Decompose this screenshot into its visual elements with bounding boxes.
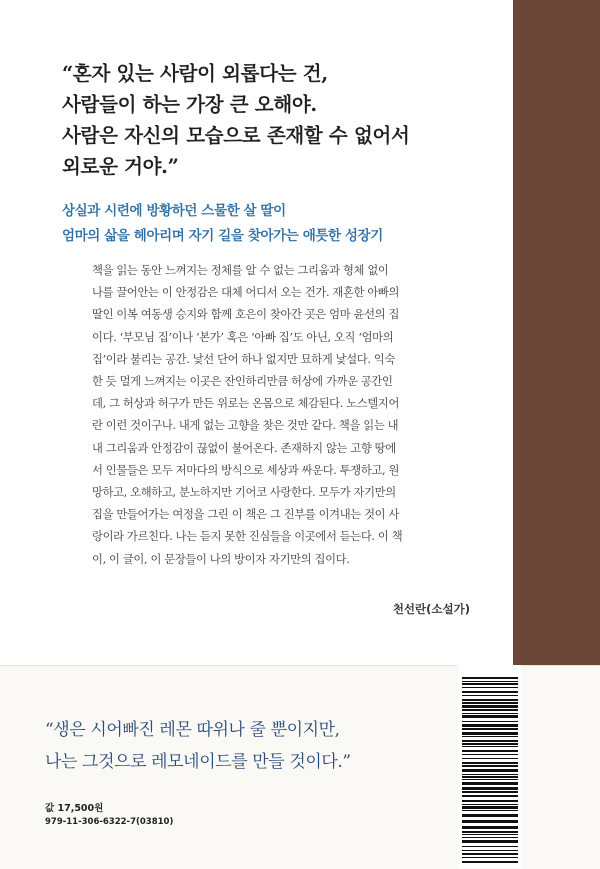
back-quote	[45, 714, 445, 778]
review-line: 랑이라 가르친다. 나는 듣지 못한 진심들을 이곳에서 듣는다. 이 책	[92, 530, 403, 544]
isbn-label: 979-11-306-6322-7(03810)	[45, 817, 174, 827]
review-line: 데, 그 허상과 허구가 만든 위로는 온몸으로 체감된다. 노스텔지어	[92, 397, 400, 411]
barcode-bar	[462, 705, 518, 708]
review-line: 집을 만들어가는 여정을 그린 이 책은 그 진부를 이겨내는 것이 사	[92, 508, 400, 522]
barcode-graphic	[458, 665, 522, 868]
barcode-bar	[462, 806, 518, 809]
barcode	[458, 665, 522, 868]
review-line: 나를 끌어안는 이 안정감은 대체 어디서 오는 건가. 재혼한 아빠의	[92, 286, 400, 300]
barcode-bar	[462, 795, 518, 797]
barcode-bar	[462, 787, 518, 790]
barcode-bar	[462, 804, 518, 805]
barcode-bar	[462, 800, 518, 802]
barcode-bar	[462, 774, 518, 775]
barcode-bar	[462, 709, 518, 711]
barcode-bar	[462, 834, 518, 835]
barcode-bar	[462, 721, 518, 722]
spine-band	[513, 0, 600, 665]
barcode-bar	[462, 699, 518, 701]
barcode-bar	[462, 743, 518, 745]
barcode-bar	[462, 857, 518, 858]
barcode-bar	[462, 687, 518, 688]
barcode-bar	[462, 810, 518, 811]
barcode-bar	[462, 728, 518, 730]
barcode-bar	[462, 715, 518, 718]
barcode-bar	[462, 814, 518, 817]
barcode-bar	[462, 820, 518, 823]
barcode-bar	[462, 791, 518, 793]
barcode-bar	[462, 782, 518, 785]
review-line: 망하고, 오해하고, 분노하지만 기어코 사랑한다. 모두가 자기만의	[92, 486, 396, 500]
barcode-bar	[462, 776, 518, 778]
barcode-bar	[462, 850, 518, 851]
barcode-bar	[462, 762, 518, 764]
barcode-bar	[462, 754, 518, 755]
subtitle	[62, 199, 502, 249]
barcode-bar	[462, 758, 518, 759]
barcode-bar	[462, 691, 518, 693]
barcode-bar	[462, 831, 518, 833]
barcode-bar	[462, 702, 518, 704]
review-line: 이다. ‘부모님 집’이나 ‘본가’ 혹은 ‘아빠 집’도 아닌, 오직 ‘엄마의	[92, 330, 394, 344]
barcode-bar	[462, 740, 518, 742]
review-line: 내 그리움과 안정감이 끊없이 불어온다. 존재하지 않는 고향 땅에	[92, 441, 396, 455]
review-line: 책을 읽는 동안 느껴지는 정체를 알 수 없는 그리움과 형체 없이	[92, 264, 389, 277]
subtitle-line: 상실과 시련에 방황하던 스물한 살 딸이	[62, 203, 286, 219]
barcode-bar	[462, 853, 518, 855]
barcode-bar	[462, 750, 518, 752]
barcode-bar	[462, 840, 518, 843]
barcode-bar	[462, 769, 518, 772]
quote-line: “혼자 있는 사람이 외롭다는 건,	[62, 62, 328, 85]
review-line: 집’이라 불리는 공간. 낯선 단어 하나 없지만 묘하게 낯설다. 익숙	[92, 352, 395, 366]
barcode-bar	[462, 677, 518, 679]
barcode-bar	[462, 765, 518, 767]
barcode-bar	[462, 846, 518, 847]
barcode-bar	[462, 746, 518, 747]
barcode-bar	[462, 724, 518, 727]
price-label: 값 17,500원	[45, 803, 104, 814]
review-line: 딸인 이복 여동생 승지와 함께 호은이 찾아간 곳은 엄마 윤선의 집	[92, 308, 400, 322]
quote-line: 사람은 자신의 모습으로 존재할 수 없어서	[62, 124, 410, 147]
headline-quote	[62, 58, 502, 182]
barcode-bar	[462, 861, 518, 863]
barcode-bar	[462, 779, 518, 780]
review-line: 서 인물들은 모두 저마다의 방식으로 세상과 싸운다. 투쟁하고, 원	[92, 463, 400, 477]
barcode-bar	[462, 681, 518, 682]
review-line: 한 듯 멀게 느껴지는 이곳은 잔인하리만큼 허상에 가까운 공간인	[92, 375, 393, 389]
review-author: 천선란(소설가)	[392, 602, 470, 616]
barcode-bar	[462, 826, 518, 829]
review-line: 이, 이 글이, 이 문장들이 나의 방이자 자기만의 집이다.	[92, 552, 350, 566]
review-line: 란 이런 것이구나. 내게 없는 고향을 찾은 것만 같다. 책을 읽는 내	[92, 419, 399, 433]
back-quote-line: 나는 그것으로 레모네이드를 만들 것이다.”	[45, 752, 351, 772]
quote-line: 사람들이 하는 가장 큰 오해야.	[62, 93, 317, 116]
barcode-bar	[462, 683, 518, 685]
barcode-bar	[462, 736, 518, 737]
barcode-bar	[462, 713, 518, 714]
subtitle-line: 엄마의 삶을 헤아리며 자기 길을 찾아가는 애틋한 성장기	[62, 228, 383, 244]
review-text	[92, 260, 470, 571]
back-quote-line: “생은 시어빠진 레몬 따위나 줄 뿐이지만,	[45, 720, 340, 740]
barcode-bar	[462, 732, 518, 735]
quote-line: 외로운 거야.”	[62, 155, 179, 178]
barcode-bar	[462, 837, 518, 838]
barcode-bar	[462, 695, 518, 696]
